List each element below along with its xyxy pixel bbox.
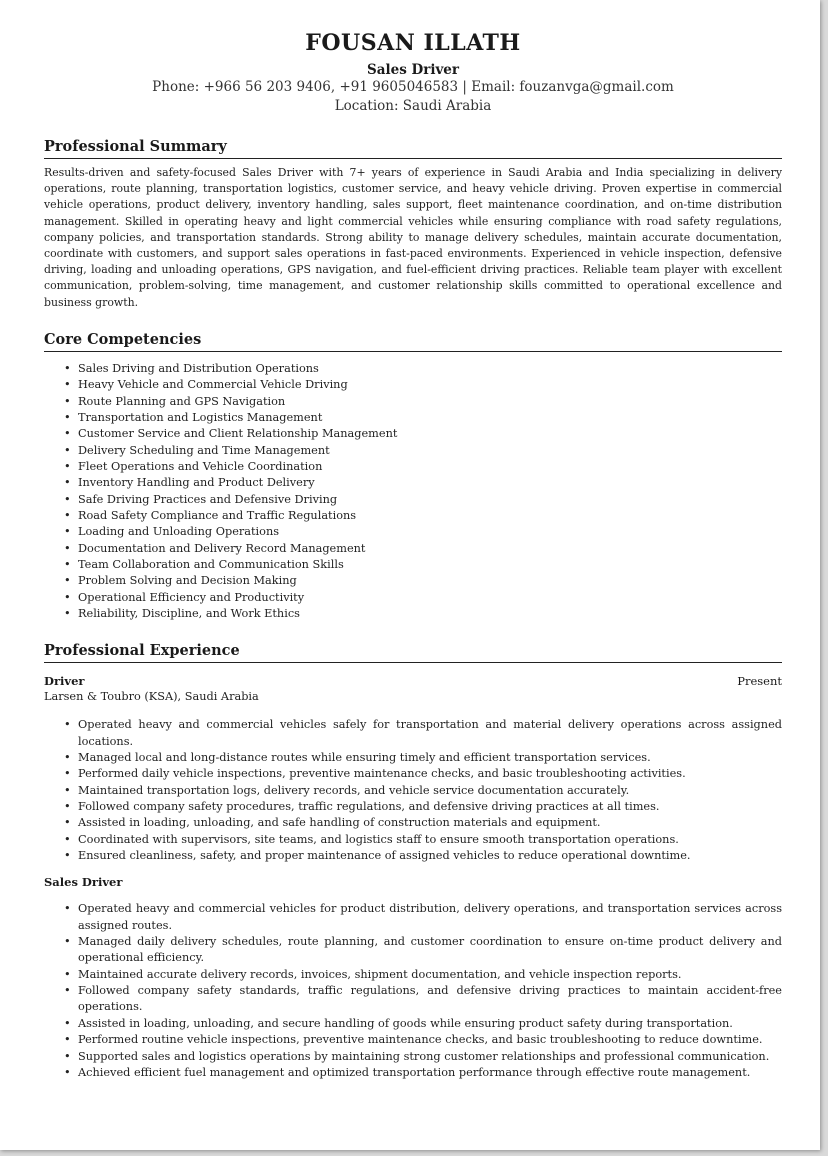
- list-item: • Documentation and Delivery Record Management: [44, 541, 782, 557]
- job-bullets: [44, 901, 782, 1081]
- summary-text: Results-driven and safety-focused Sales Driver with 7+ years of experience in Saudi Arabia and India specializing in delivery operations, route planning, transportation logistics, customer service, and heavy vehicle driving. Proven expertise in commercial vehicle operations, product delivery, inventory handling, sales support, fleet maintenance coordination, and on-time distribution management. Skilled in operating heavy and light commercial vehicles while ensuring compliance with road safety regulations, company policies, and transportation standards. Strong ability to manage delivery schedules, maintain accurate documentation, coordinate with customers, and support sales operations in fast-paced environments. Experienced in vehicle inspection, defensive driving, loading and unloading operations, GPS navigation, and fuel-efficient driving practices. Reliable team player with excellent communication, problem-solving, time management, and customer relationship skills committed to operational excellence and business growth.: [44, 166, 782, 309]
- job-header: [44, 673, 782, 689]
- list-item: • Maintained accurate delivery records, invoices, shipment documentation, and vehicle inspection reports.: [44, 967, 782, 983]
- competencies-list: [44, 361, 782, 623]
- candidate-name: FOUSAN ILLATH: [305, 30, 521, 56]
- list-item: • Maintained transportation logs, delivery records, and vehicle service documentation accurately.: [44, 783, 782, 799]
- list-item: • Coordinated with supervisors, site teams, and logistics staff to ensure smooth transportation operations.: [44, 832, 782, 848]
- job-date: Present: [737, 674, 782, 689]
- resume-content: [44, 30, 782, 1081]
- list-item: • Assisted in loading, unloading, and safe handling of construction materials and equipment.: [44, 815, 782, 831]
- list-item: • Operational Efficiency and Productivity: [44, 590, 782, 606]
- location-line: Location: Saudi Arabia: [334, 98, 492, 114]
- list-item: • Heavy Vehicle and Commercial Vehicle Driving: [44, 377, 782, 393]
- list-item: • Operated heavy and commercial vehicles safely for transportation and material delivery operations across assigned locations.: [44, 717, 782, 750]
- list-item: • Managed daily delivery schedules, route planning, and customer coordination to ensure on-time product delivery and operational efficiency.: [44, 934, 782, 967]
- contact-line: Phone: +966 56 203 9406, +91 9605046583 | Email: fouzanvga@gmail.com: [152, 79, 674, 95]
- list-item: • Inventory Handling and Product Delivery: [44, 475, 782, 491]
- summary-heading: Professional Summary: [44, 138, 782, 159]
- competencies-heading: Core Competencies: [44, 331, 782, 352]
- job-title: Sales Driver: [44, 875, 123, 890]
- list-item: • Followed company safety procedures, traffic regulations, and defensive driving practices at all times.: [44, 799, 782, 815]
- list-item: • Transportation and Logistics Management: [44, 410, 782, 426]
- list-item: • Performed routine vehicle inspections, preventive maintenance checks, and basic troubleshooting to reduce downtime.: [44, 1032, 782, 1048]
- list-item: • Managed local and long-distance routes while ensuring timely and efficient transportation services.: [44, 750, 782, 766]
- list-item: • Loading and Unloading Operations: [44, 524, 782, 540]
- list-item: • Achieved efficient fuel management and optimized transportation performance through effective route management.: [44, 1065, 782, 1081]
- list-item: • Operated heavy and commercial vehicles for product distribution, delivery operations, and transportation services across assigned routes.: [44, 901, 782, 934]
- list-item: • Assisted in loading, unloading, and secure handling of goods while ensuring product safety during transportation.: [44, 1016, 782, 1032]
- list-item: • Problem Solving and Decision Making: [44, 573, 782, 589]
- list-item: • Customer Service and Client Relationship Management: [44, 426, 782, 442]
- list-item: • Performed daily vehicle inspections, preventive maintenance checks, and basic troubleshooting activities.: [44, 766, 782, 782]
- list-item: • Team Collaboration and Communication Skills: [44, 557, 782, 573]
- job-header: [44, 874, 782, 890]
- list-item: • Supported sales and logistics operations by maintaining strong customer relationships and professional communication.: [44, 1049, 782, 1065]
- list-item: • Sales Driving and Distribution Operations: [44, 361, 782, 377]
- job-company: Larsen & Toubro (KSA), Saudi Arabia: [44, 690, 259, 704]
- list-item: • Ensured cleanliness, safety, and proper maintenance of assigned vehicles to reduce operational downtime.: [44, 848, 782, 864]
- list-item: • Reliability, Discipline, and Work Ethics: [44, 606, 782, 622]
- list-item: • Fleet Operations and Vehicle Coordination: [44, 459, 782, 475]
- candidate-title: Sales Driver: [366, 62, 459, 78]
- job-title: Driver: [44, 674, 85, 689]
- list-item: • Delivery Scheduling and Time Management: [44, 443, 782, 459]
- job-entry-sales-driver: [44, 864, 782, 1081]
- list-item: • Safe Driving Practices and Defensive Driving: [44, 492, 782, 508]
- list-item: • Followed company safety standards, traffic regulations, and defensive driving practices to maintain accident-free operations.: [44, 983, 782, 1016]
- job-entry-driver: [44, 663, 782, 864]
- list-item: • Route Planning and GPS Navigation: [44, 394, 782, 410]
- list-item: • Road Safety Compliance and Traffic Regulations: [44, 508, 782, 524]
- experience-heading: Professional Experience: [44, 642, 782, 663]
- job-bullets: [44, 717, 782, 864]
